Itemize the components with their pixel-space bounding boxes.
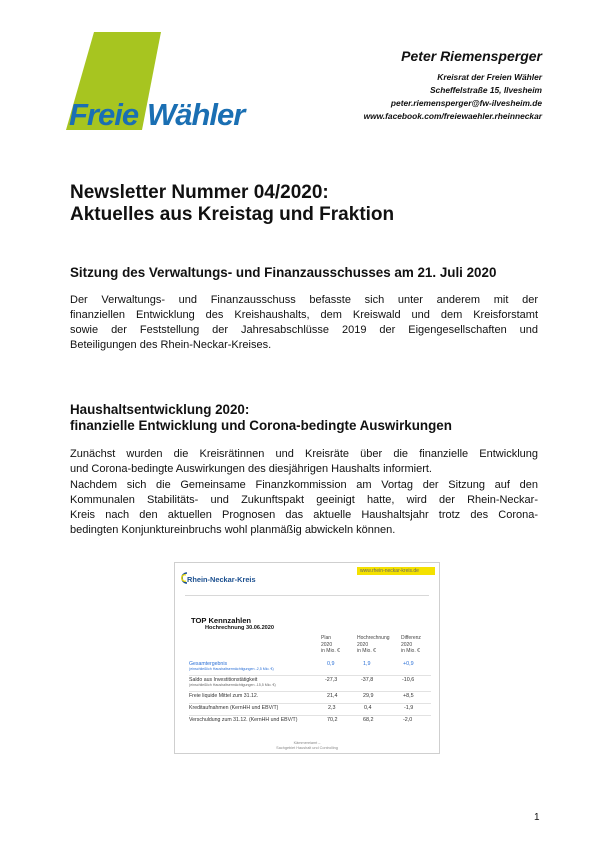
row-divider: [189, 691, 431, 692]
section-1-paragraph: [70, 293, 538, 353]
freie-waehler-logo: [66, 32, 288, 130]
page-number: 1: [534, 812, 540, 823]
text-line: und Corona-bedingte Auswirkungen des diesjährigen Haushalts informiert.: [70, 463, 432, 475]
contact-block: [364, 48, 542, 123]
contact-address: Scheffelstraße 15, Ilvesheim: [429, 85, 542, 95]
newsletter-title: [70, 182, 394, 226]
text-line: finanziellen Entwicklung des Kreishaushalts, dem Kreiswald und dem Kreisforstamt: [70, 309, 538, 321]
text-line: Zunächst wurden die Kreisrätinnen und Kreisräte über die finanzielle Entwicklung: [70, 448, 538, 460]
section-2-heading-line-2: finanzielle Entwicklung und Corona-bedingte Auswirkungen: [70, 418, 452, 433]
contact-role: Kreisrat der Freien Wähler: [437, 72, 542, 82]
table-row: Kreditaufnahmen (KernHH und EBV/T) 2,3 0,4 -1,9: [189, 705, 414, 711]
section-2-heading-line-1: Haushaltsentwicklung 2020:: [70, 402, 250, 417]
table-row: Verschuldung zum 31.12. (KernHH und EBV/T) 70,2 68,2 -2,0: [189, 717, 413, 723]
title-line-1: Newsletter Nummer 04/2020:: [70, 182, 329, 203]
section-2-paragraph-1: [70, 447, 538, 477]
text-line: Kreis nach den aktuellen Prognosen das aktuelle Haushaltsjahr trotz des Corona-: [70, 509, 538, 521]
figure-brand: Rhein-Neckar-Kreis: [187, 575, 256, 584]
section-2-paragraph-2: [70, 478, 538, 538]
text-line: Nachdem sich die Gemeinsame Finanzkommission am Vortag der Sitzung auf den: [70, 479, 538, 491]
row-divider: [189, 675, 431, 676]
table-row: Saldo aus Investitionstätigkeit (einschließlich Haushaltsermächtigungen -15,5 Mio. €) -27,3 -37,8 -10,6: [189, 677, 415, 687]
text-line: bedingten Konjunktureinbruchs wohl planmäßig abwickeln können.: [70, 524, 396, 536]
figure-title: TOP Kennzahlen: [191, 616, 252, 625]
text-line: Beteiligungen des Rhein-Neckar-Kreises.: [70, 339, 272, 351]
row-divider: [189, 715, 431, 716]
table-row: Gesamtergebnis (einschließlich Haushaltsermächtigungen -2,5 Mio. €) 0,9 1,9 +0,9: [189, 661, 414, 671]
section-2-heading: [70, 402, 452, 434]
column-header-hochrechnung: Hochrechnung 2020 in Mio. €: [357, 635, 390, 654]
section-1-heading: Sitzung des Verwaltungs- und Finanzausschusses am 21. Juli 2020: [70, 265, 497, 280]
contact-web[interactable]: www.facebook.com/freiewaehler.rheinneckar: [363, 111, 542, 121]
contact-email[interactable]: peter.riemensperger@fw-ilvesheim.de: [390, 98, 542, 108]
logo-graphic: [66, 32, 288, 130]
row-divider: [189, 703, 431, 704]
table-row: Freie liquide Mittel zum 31.12. 21,4 29,9 +8,5: [189, 693, 414, 699]
column-header-differenz: Differenz 2020 in Mio. €: [401, 635, 421, 654]
figure-footer: Kämmereiamt – Sachgebiet Haushalt und Controlling: [276, 741, 338, 750]
column-header-plan: Plan 2020 in Mio. €: [321, 635, 340, 654]
text-line: sowie der Feststellung der Jahresabschlüsse 2019 der Eigengesellschaften und: [70, 324, 538, 336]
text-line: Kommunalen Stabilitäts- und Zukunftspakt geeinigt hatte, wird der Rhein-Neckar-: [70, 494, 538, 506]
contact-name: Peter Riemensperger: [401, 48, 542, 64]
figure-url-bar: www.rhein-neckar-kreis.de: [357, 567, 435, 575]
kennzahlen-figure: [174, 562, 440, 754]
logo-text-freie: Freie: [69, 97, 139, 130]
logo-text-waehler: Wähler: [147, 97, 245, 130]
figure-subtitle: Hochrechnung 30.06.2020: [205, 625, 275, 631]
title-line-2: Aktuelles aus Kreistag und Fraktion: [70, 204, 395, 225]
divider: [185, 595, 429, 596]
text-line: Der Verwaltungs- und Finanzausschuss befasste sich unter anderem mit der: [70, 294, 538, 306]
